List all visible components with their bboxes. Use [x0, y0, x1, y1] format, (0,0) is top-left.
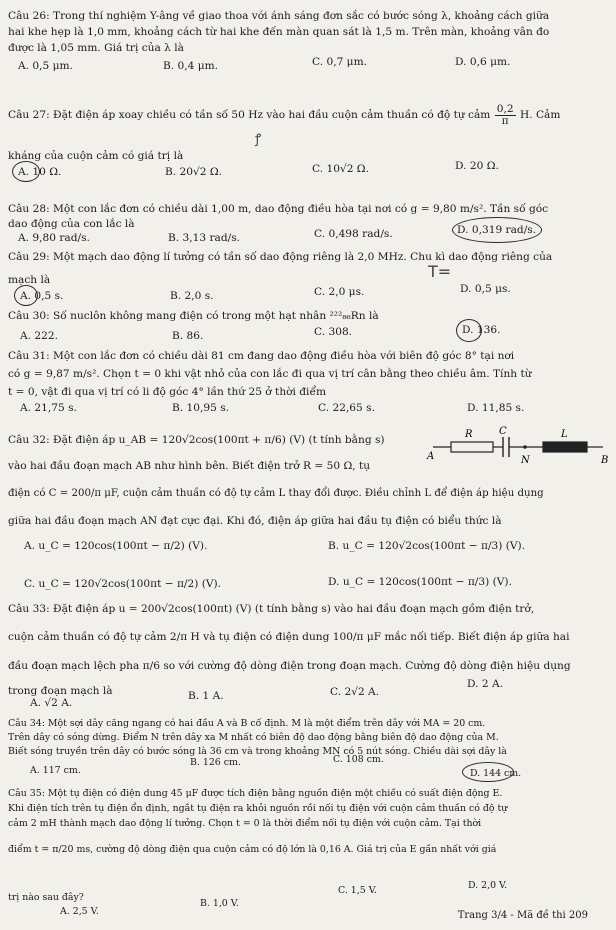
- q30-option-a: A. 222.: [20, 330, 58, 342]
- q32-line3: điện có C = 200/π μF, cuộn cảm thuần có độ tự cảm L thay đổi được. Điều chỉnh L để điện áp hiệu dụng: [8, 488, 544, 499]
- q35-option-d: D. 2,0 V.: [468, 880, 508, 891]
- q33-line1: Câu 33: Đặt điện áp u = 200√2cos(100πt) (V) (t tính bằng s) vào hai đầu đoạn mạch gồm điện trở,: [8, 603, 535, 615]
- q28-option-c: C. 0,498 rad/s.: [314, 228, 393, 240]
- q27-stem: Câu 27: Đặt điện áp xoay chiều có tần số 50 Hz vào hai đầu cuộn cảm thuần có độ tự cảm: [8, 109, 491, 122]
- q27-option-d: D. 20 Ω.: [455, 160, 499, 172]
- q29-option-b: B. 2,0 s.: [170, 290, 214, 302]
- q27-frac-numerator: 0,2: [496, 103, 514, 115]
- q33-line3: đầu đoạn mạch lệch pha π/6 so với cường độ dòng điện trong đoạn mạch. Cường độ dòng điện hiệu dụng: [8, 660, 571, 672]
- q34-option-a: A. 117 cm.: [30, 765, 81, 776]
- q27-frac-denominator: π: [501, 114, 509, 127]
- q31-option-d: D. 11,85 s.: [467, 402, 525, 414]
- q27-tail: H. Cảm: [519, 109, 561, 122]
- resistor-symbol: [451, 442, 493, 452]
- q34-option-b: B. 126 cm.: [190, 757, 241, 768]
- q34-option-d: D. 144 cm.: [470, 768, 522, 779]
- q35-option-b: B. 1,0 V.: [200, 898, 239, 909]
- circuit-label-r: R: [465, 429, 473, 440]
- q30-option-b: B. 86.: [172, 330, 204, 342]
- q30-line1: Câu 30: Số nuclôn không mang điện có trong một hạt nhân ²²²₈₆Rn là: [8, 310, 379, 322]
- q26-option-c: C. 0,7 μm.: [312, 56, 367, 68]
- q26-option-a: A. 0,5 μm.: [18, 60, 73, 72]
- circuit-label-c: C: [499, 426, 507, 437]
- q31-line3: t = 0, vật đi qua vị trí có li độ góc 4° lần thứ 25 ở thời điểm: [8, 386, 327, 398]
- q35-line4: điểm t = π/20 ms, cường độ dòng điện qua cuộn cảm có độ lớn là 0,16 A. Giá trị của E gần nhất với giá: [8, 844, 497, 855]
- q29-option-c: C. 2,0 μs.: [314, 286, 365, 298]
- q31-option-b: B. 10,95 s.: [172, 402, 230, 414]
- q33-option-d: D. 2 A.: [467, 678, 503, 690]
- q29-option-d: D. 0,5 μs.: [460, 283, 511, 295]
- q33-option-b: B. 1 A.: [188, 690, 224, 702]
- answer-circle-q30: [456, 319, 482, 342]
- q31-option-a: A. 21,75 s.: [20, 402, 77, 414]
- q32-line2: vào hai đầu đoạn mạch AB như hình bên. Biết điện trở R = 50 Ω, tụ: [8, 460, 371, 472]
- q26-option-b: B. 0,4 μm.: [163, 60, 219, 72]
- q26-line1: Câu 26: Trong thí nghiệm Y-âng về giao thoa với ánh sáng đơn sắc có bước sóng λ, khoảng cách giữa: [8, 10, 550, 22]
- q31-line2: có g = 9,87 m/s². Chọn t = 0 khi vật nhỏ của con lắc đi qua vị trí cân bằng theo chiều âm. Tính từ: [8, 368, 532, 380]
- q35-line3: cảm 2 mH thành mạch dao động lí tưởng. Chọn t = 0 là thời điểm nối tụ điện với cuộn cảm. Tại thời: [8, 818, 482, 829]
- q27-option-a: A. 10 Ω.: [18, 166, 62, 178]
- q28-line1: Câu 28: Một con lắc đơn có chiều dài 1,00 m, dao động điều hòa tại nơi có g = 9,80 m/s². Tần số góc: [8, 203, 549, 215]
- node-n-dot: [523, 445, 527, 449]
- q29-option-a: A. 0,5 s.: [20, 290, 64, 302]
- q27-line1: [8, 104, 560, 126]
- q26-line3: được là 1,05 mm. Giá trị của λ là: [8, 42, 184, 54]
- q33-option-c: C. 2√2 A.: [330, 686, 380, 698]
- q35-option-c: C. 1,5 V.: [338, 885, 377, 896]
- q32-option-c: C. u_C = 120√2cos(100πt − π/2) (V).: [24, 578, 221, 590]
- q34-line3: Biết sóng truyền trên dây có bước sóng là 36 cm và trong khoảng MN có 5 nút sóng. Chiều dài sợi dây là: [8, 746, 507, 757]
- q28-option-a: A. 9,80 rad/s.: [18, 232, 90, 244]
- q29-line2: mạch là: [8, 274, 51, 286]
- q32-option-a: A. u_C = 120cos(100πt − π/2) (V).: [24, 540, 208, 552]
- q28-option-b: B. 3,13 rad/s.: [168, 232, 241, 244]
- q35-line1: Câu 35: Một tụ điện có điện dung 45 μF được tích điện bằng nguồn điện một chiều có suất điện động E.: [8, 788, 503, 799]
- page-footer: Trang 3/4 - Mã đề thi 209: [457, 909, 588, 921]
- q28-line2: dao động của con lắc là: [8, 218, 135, 230]
- q33-line4: trong đoạn mạch là: [8, 685, 113, 697]
- q35-line2: Khi điện tích trên tụ điện ổn định, ngắt tụ điện ra khỏi nguồn rồi nối tụ điện với cuộn cảm thuần có độ tự: [8, 803, 508, 814]
- q26-option-d: D. 0,6 μm.: [455, 56, 511, 68]
- q31-option-c: C. 22,65 s.: [318, 402, 375, 414]
- q34-line1: Câu 34: Một sợi dây căng ngang có hai đầu A và B cố định. M là một điểm trên dây với MA = 20 cm.: [8, 718, 486, 729]
- inductor-symbol: [543, 442, 587, 452]
- handwritten-mark-q27: ꝭ: [255, 132, 262, 147]
- circuit-label-l: L: [561, 429, 568, 440]
- q32-line4: giữa hai đầu đoạn mạch AN đạt cực đại. Khi đó, điện áp giữa hai đầu tụ điện có biểu thức là: [8, 515, 502, 527]
- q27-inductance-fraction: [495, 104, 516, 126]
- q26-line2: hai khe hẹp là 1,0 mm, khoảng cách từ hai khe đến màn quan sát là 1,5 m. Trên màn, khoảng vân đo: [8, 26, 550, 38]
- q32-line1: Câu 32: Đặt điện áp u_AB = 120√2cos(100πt + π/6) (V) (t tính bằng s): [8, 434, 385, 446]
- q33-line2: cuộn cảm thuần có độ tự cảm 2/π H và tụ điện có điện dung 100/π μF mắc nối tiếp. Biết điện áp giữa hai: [8, 631, 570, 643]
- circuit-label-b: B: [601, 455, 609, 466]
- rcl-circuit-diagram: [425, 425, 610, 473]
- q31-line1: Câu 31: Một con lắc đơn có chiều dài 81 cm đang dao động điều hòa với biên độ góc 8° tại nơi: [8, 350, 515, 362]
- q27-option-c: C. 10√2 Ω.: [312, 163, 369, 175]
- q27-option-b: B. 20√2 Ω.: [165, 166, 223, 178]
- q33-option-a: A. √2 A.: [30, 697, 73, 709]
- q30-option-d: D. 136.: [462, 324, 501, 336]
- answer-circle-q34: [462, 762, 514, 782]
- q34-option-c: C. 108 cm.: [333, 754, 384, 765]
- q30-option-c: C. 308.: [314, 326, 353, 338]
- q27-line2: kháng của cuộn cảm có giá trị là: [8, 150, 184, 162]
- answer-circle-q29: [14, 285, 38, 306]
- answer-circle-q28: [452, 217, 542, 243]
- circuit-label-n: N: [521, 455, 530, 466]
- answer-circle-q27: [12, 161, 40, 182]
- q34-line2: Trên dây có sóng dừng. Điểm N trên dây xa M nhất có biên độ dao động bằng biên độ dao động của M.: [8, 732, 499, 743]
- q32-option-d: D. u_C = 120cos(100πt − π/3) (V).: [328, 576, 512, 588]
- handwritten-mark-q29: T=: [428, 262, 452, 281]
- q35-option-a: A. 2,5 V.: [60, 906, 99, 917]
- q28-option-d: D. 0,319 rad/s.: [457, 224, 537, 236]
- q29-line1: Câu 29: Một mạch dao động lí tưởng có tần số dao động riêng là 2,0 MHz. Chu kì dao động riêng của: [8, 251, 553, 263]
- circuit-label-a: A: [427, 451, 435, 462]
- q35-line5: trị nào sau đây?: [8, 892, 84, 903]
- q32-option-b: B. u_C = 120√2cos(100πt − π/3) (V).: [328, 540, 526, 552]
